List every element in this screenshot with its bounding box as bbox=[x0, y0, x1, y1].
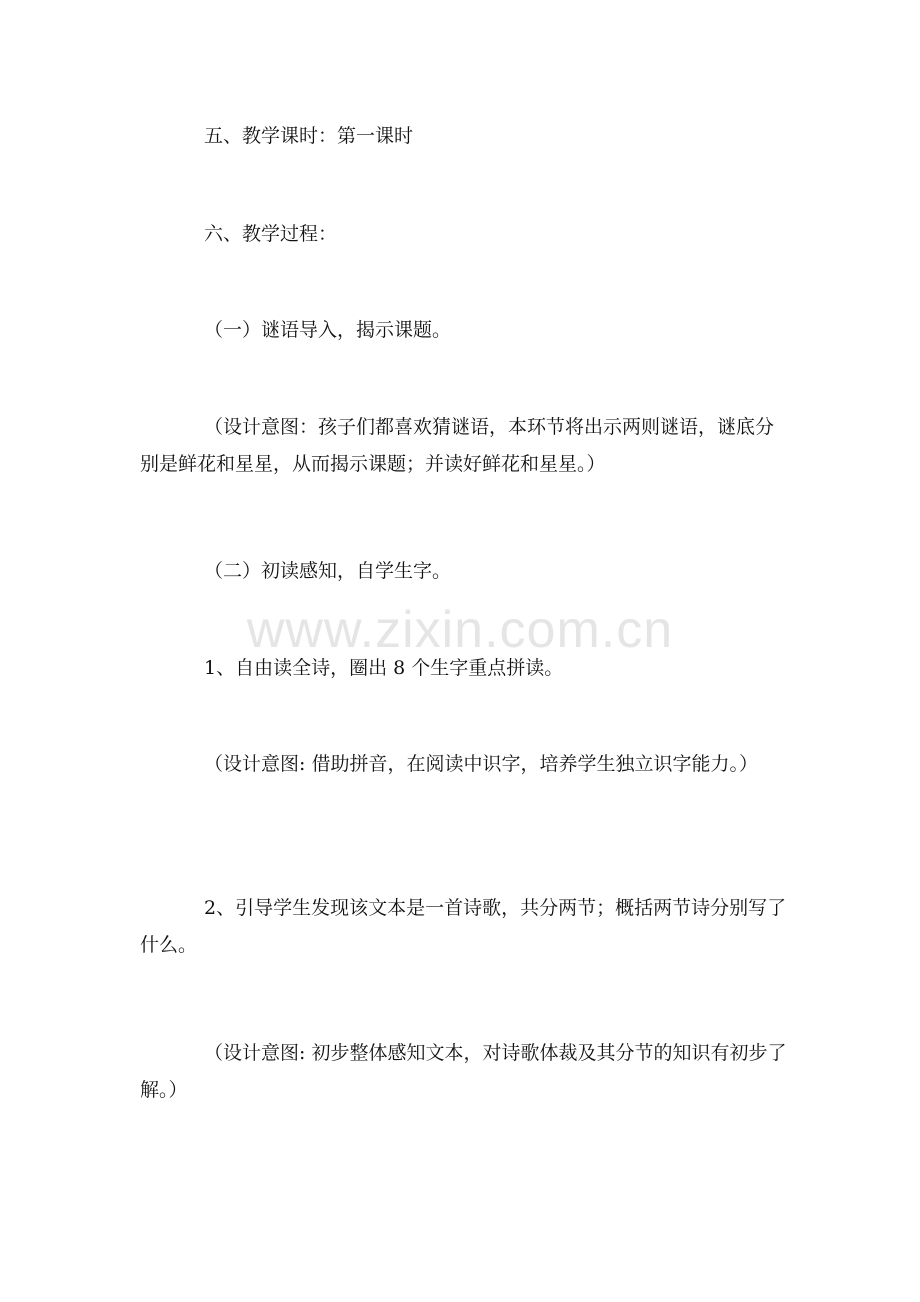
section-heading-teaching-process: 六、教学过程： bbox=[204, 223, 338, 245]
subheading-first-reading: （二）初读感知，自学生字。 bbox=[204, 560, 452, 582]
section-heading-class-hours: 五、教学课时：第一课时 bbox=[204, 125, 414, 147]
step-1-paragraph: 1、自由读全诗，圈出 8 个生字重点拼读。 bbox=[204, 657, 564, 679]
design-intent-paragraph-1: （设计意图：孩子们都喜欢猜谜语，本环节将出示两则谜语，谜底分别是鲜花和星星，从而揭示课题；并读好鲜花和星星。） bbox=[140, 416, 775, 475]
design-intent-paragraph-3: （设计意图: 初步整体感知文本，对诗歌体裁及其分节的知识有初步了解。） bbox=[140, 1042, 787, 1101]
watermark-text: www.zixin.com.cn bbox=[246, 601, 674, 659]
step-2-paragraph: 2、引导学生发现该文本是一首诗歌，共分两节；概括两节诗分别写了什么。 bbox=[140, 897, 787, 956]
design-intent-paragraph-2: （设计意图: 借助拼音，在阅读中识字，培养学生独立识字能力。） bbox=[204, 753, 758, 775]
subheading-riddle-intro: （一）谜语导入，揭示课题。 bbox=[204, 319, 452, 341]
